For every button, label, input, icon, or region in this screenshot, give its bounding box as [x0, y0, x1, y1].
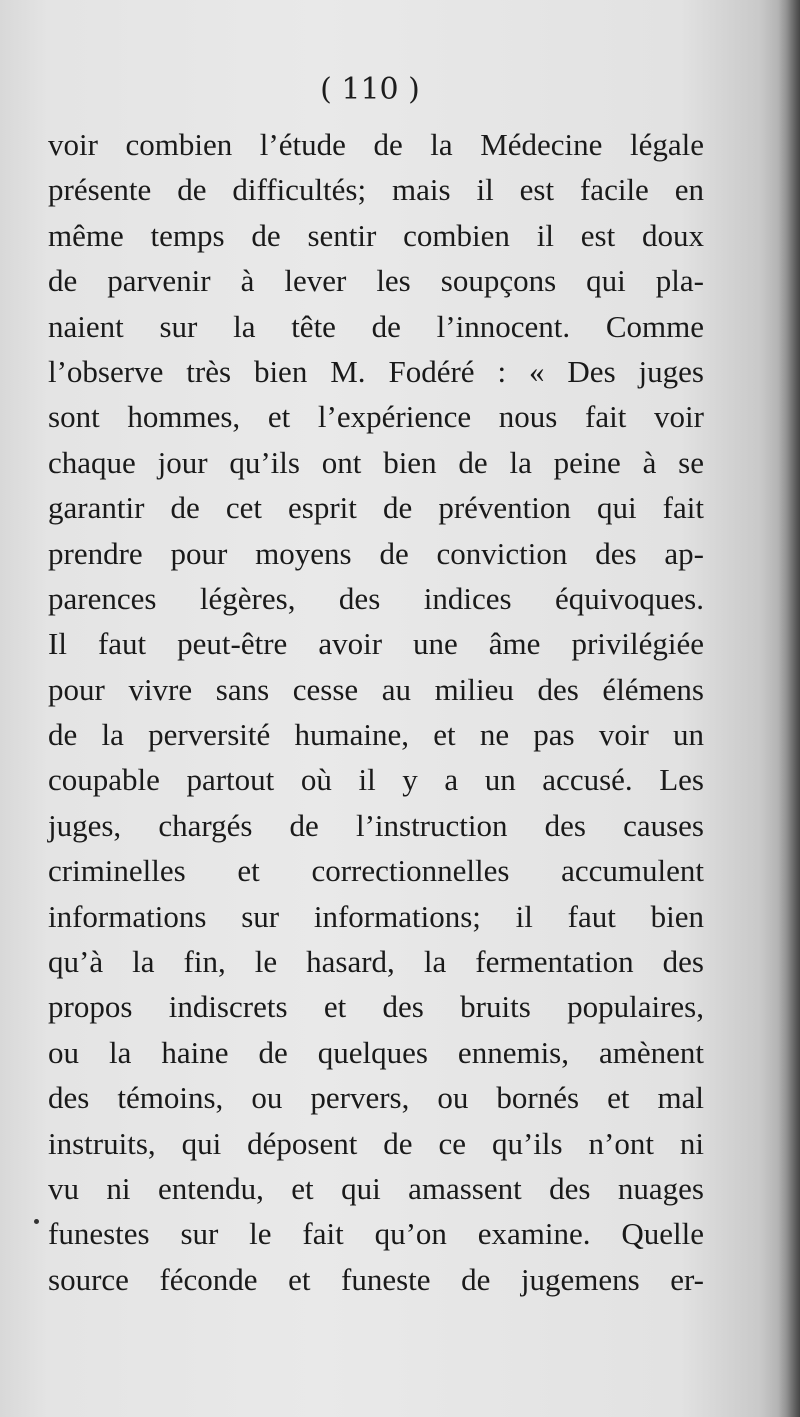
text-line: instruits, qui déposent de ce qu’ils n’ont ni — [48, 1125, 704, 1161]
text-line: juges, chargés de l’instruction des causes — [48, 807, 704, 843]
body-text — [48, 122, 704, 1302]
text-line: présente de difficultés; mais il est facile en — [48, 172, 704, 208]
text-line: pour vivre sans cesse au milieu des élémens — [48, 671, 704, 707]
text-line: propos indiscrets et des bruits populaires, — [48, 989, 704, 1025]
text-line: criminelles et correctionnelles accumulent — [48, 853, 704, 889]
text-line: sont hommes, et l’expérience nous fait voir — [48, 399, 704, 435]
text-line: parences légères, des indices équivoques. — [48, 580, 704, 616]
text-line: garantir de cet esprit de prévention qui fait — [48, 490, 704, 526]
page-number: ( 110 ) — [320, 72, 420, 107]
text-line: qu’à la fin, le hasard, la fermentation des — [48, 944, 704, 980]
text-line: ou la haine de quelques ennemis, amènent — [48, 1034, 704, 1070]
text-line: des témoins, ou pervers, ou bornés et mal — [48, 1080, 704, 1116]
text-line: de parvenir à lever les soupçons qui pla- — [48, 263, 704, 299]
text-line: l’observe très bien M. Fodéré : « Des juges — [48, 353, 704, 389]
text-line: même temps de sentir combien il est doux — [48, 217, 704, 253]
text-line: funestes sur le fait qu’on examine. Quelle — [48, 1216, 704, 1252]
text-line: Il faut peut-être avoir une âme privilégiée — [48, 626, 704, 662]
text-line: coupable partout où il y a un accusé. Les — [48, 762, 704, 798]
ink-speck — [34, 1219, 39, 1224]
page-edge-shadow — [778, 0, 800, 1417]
text-line: informations sur informations; il faut bien — [48, 898, 704, 934]
text-line: prendre pour moyens de conviction des ap- — [48, 535, 704, 571]
text-line: de la perversité humaine, et ne pas voir un — [48, 717, 704, 753]
text-line: source féconde et funeste de jugemens er- — [48, 1261, 704, 1297]
text-line: voir combien l’étude de la Médecine légale — [48, 127, 704, 162]
text-line: chaque jour qu’ils ont bien de la peine à se — [48, 444, 704, 480]
text-line: vu ni entendu, et qui amassent des nuages — [48, 1170, 704, 1206]
text-line: naient sur la tête de l’innocent. Comme — [48, 308, 704, 344]
